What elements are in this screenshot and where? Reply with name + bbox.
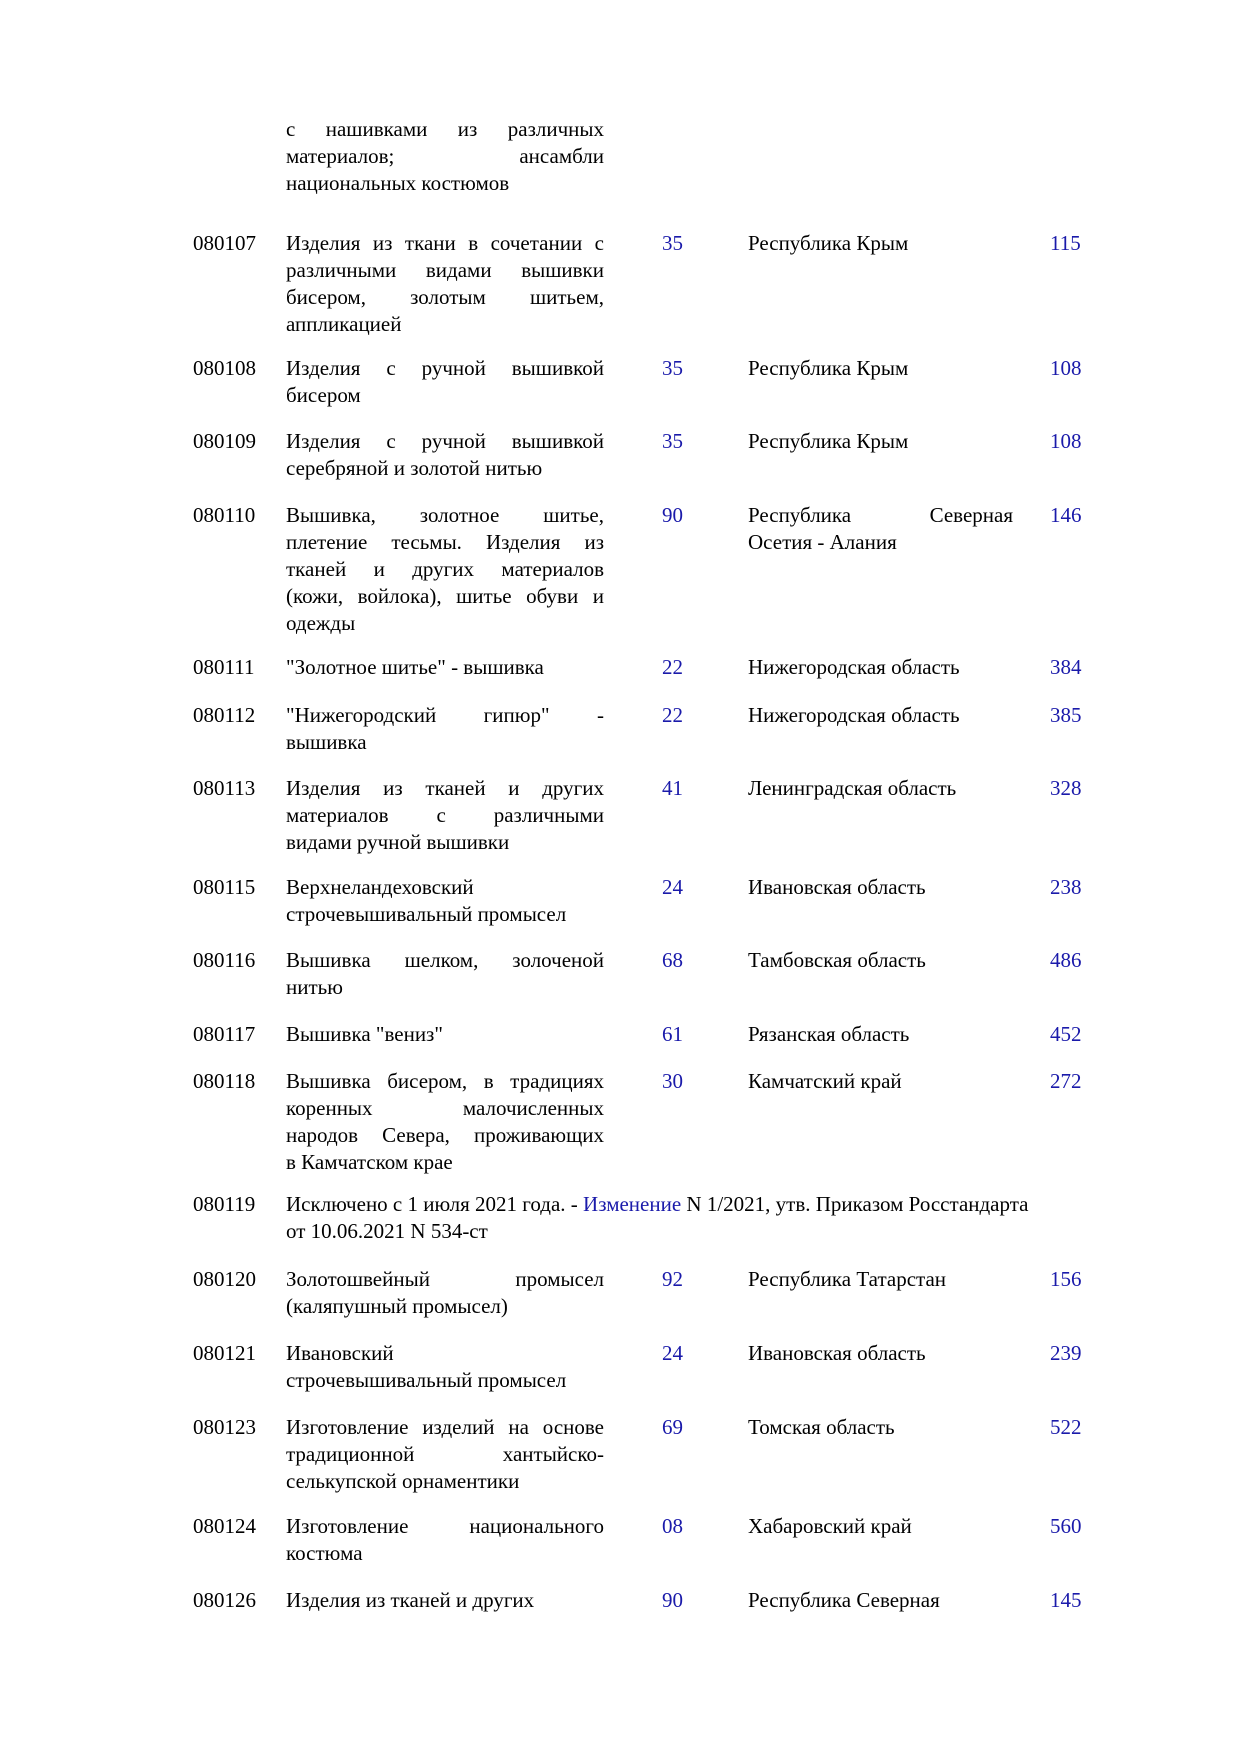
region-cell xyxy=(748,1587,1013,1614)
item-name-cell xyxy=(286,355,604,409)
text-line: селькупской орнаментики xyxy=(286,1469,520,1493)
page-number-link[interactable]: 328 xyxy=(1050,776,1082,800)
page-number-link[interactable]: 145 xyxy=(1050,1588,1082,1612)
page-number-link[interactable]: 486 xyxy=(1050,948,1082,972)
region-cell xyxy=(748,1021,1013,1048)
region-code-link[interactable]: 90 xyxy=(662,1588,683,1612)
amendment-link[interactable]: Изменение xyxy=(583,1192,682,1216)
region-cell xyxy=(748,1068,1013,1095)
text-line: Вышивка бисером, в традициях xyxy=(286,1069,604,1093)
text-line: (каляпушный промысел) xyxy=(286,1294,508,1318)
item-code: 080116 xyxy=(193,948,256,972)
text-line: Вышивка, золотное шитье, xyxy=(286,503,604,527)
page-number-link[interactable]: 522 xyxy=(1050,1415,1082,1439)
region-code-link[interactable]: 35 xyxy=(662,356,683,380)
text-line: Изделия из ткани в сочетании с xyxy=(286,231,604,255)
text-line: видами ручной вышивки xyxy=(286,830,510,854)
text-line: различными видами вышивки xyxy=(286,258,604,282)
item-code: 080110 xyxy=(193,503,256,527)
item-code: 080113 xyxy=(193,776,256,800)
page-number-link[interactable]: 156 xyxy=(1050,1267,1082,1291)
text-line: Золотошвейный промысел xyxy=(286,1267,604,1291)
item-name-cell xyxy=(286,1266,604,1320)
text-line: плетение тесьмы. Изделия из xyxy=(286,530,604,554)
region-cell xyxy=(748,1266,1013,1293)
text-line: строчевышивальный промысел xyxy=(286,902,567,926)
item-code: 080109 xyxy=(193,429,256,453)
region-code-link[interactable]: 41 xyxy=(662,776,683,800)
item-name-cell xyxy=(286,702,604,756)
excluded-note xyxy=(286,1191,1116,1245)
page-number-link[interactable]: 238 xyxy=(1050,875,1082,899)
item-name-cell xyxy=(286,1340,604,1394)
text-line: Верхнеландеховский xyxy=(286,875,474,899)
item-name-cell xyxy=(286,116,604,197)
region-code-link[interactable]: 22 xyxy=(662,655,683,679)
region-code-link[interactable]: 90 xyxy=(662,503,683,527)
region-code-link[interactable]: 24 xyxy=(662,875,683,899)
page-number-link[interactable]: 384 xyxy=(1050,655,1082,679)
note-text-line2: от 10.06.2021 N 534-ст xyxy=(286,1219,488,1243)
text-line: коренных малочисленных xyxy=(286,1096,604,1120)
item-code: 080107 xyxy=(193,231,256,255)
text-line: вышивка xyxy=(286,730,367,754)
text-line: Вышивка "вениз" xyxy=(286,1022,443,1046)
page-number-link[interactable]: 560 xyxy=(1050,1514,1082,1538)
item-name-cell xyxy=(286,1513,604,1567)
text-line: Изделия из тканей и других xyxy=(286,776,604,800)
text-line: Республика Северная xyxy=(748,1588,940,1612)
region-cell xyxy=(748,702,1013,729)
region-cell xyxy=(748,1414,1013,1441)
item-name-cell xyxy=(286,775,604,856)
region-code-link[interactable]: 35 xyxy=(662,429,683,453)
item-name-cell xyxy=(286,874,604,928)
text-line: Ивановский xyxy=(286,1341,394,1365)
text-line: серебряной и золотой нитью xyxy=(286,456,543,480)
text-line: Республика Крым xyxy=(748,429,909,453)
text-line: Рязанская область xyxy=(748,1022,910,1046)
text-line: Нижегородская область xyxy=(748,703,960,727)
item-code: 080117 xyxy=(193,1022,256,1046)
text-line: Изготовление национального xyxy=(286,1514,604,1538)
item-code: 080120 xyxy=(193,1267,256,1291)
text-line: Изготовление изделий на основе xyxy=(286,1415,604,1439)
page-number-link[interactable]: 452 xyxy=(1050,1022,1082,1046)
text-line: традиционной хантыйско- xyxy=(286,1442,604,1466)
item-code: 080124 xyxy=(193,1514,256,1538)
text-line: Республика Северная xyxy=(748,503,1013,527)
item-name-cell xyxy=(286,230,604,338)
item-name-cell xyxy=(286,1587,604,1614)
item-code: 080108 xyxy=(193,356,256,380)
page-number-link[interactable]: 385 xyxy=(1050,703,1082,727)
item-name-cell xyxy=(286,428,604,482)
page-number-link[interactable]: 239 xyxy=(1050,1341,1082,1365)
region-code-link[interactable]: 61 xyxy=(662,1022,683,1046)
region-code-link[interactable]: 68 xyxy=(662,948,683,972)
region-code-link[interactable]: 08 xyxy=(662,1514,683,1538)
text-line: одежды xyxy=(286,611,356,635)
item-name-cell xyxy=(286,502,604,637)
text-line: строчевышивальный промысел xyxy=(286,1368,567,1392)
item-code: 080119 xyxy=(193,1192,256,1216)
item-name-cell xyxy=(286,947,604,1001)
text-line: Республика Крым xyxy=(748,231,909,255)
text-line: бисером, золотым шитьем, xyxy=(286,285,604,309)
region-cell xyxy=(748,775,1013,802)
text-line: Республика Татарстан xyxy=(748,1267,947,1291)
region-code-link[interactable]: 22 xyxy=(662,703,683,727)
item-code: 080121 xyxy=(193,1341,256,1365)
page-number-link[interactable]: 272 xyxy=(1050,1069,1082,1093)
text-line: в Камчатском крае xyxy=(286,1150,453,1174)
region-cell xyxy=(748,947,1013,974)
text-line: национальных костюмов xyxy=(286,171,510,195)
text-line: "Золотное шитье" - вышивка xyxy=(286,655,544,679)
region-code-link[interactable]: 30 xyxy=(662,1069,683,1093)
page-number-link[interactable]: 115 xyxy=(1050,231,1081,255)
text-line: Изделия из тканей и других xyxy=(286,1588,535,1612)
text-line: Нижегородская область xyxy=(748,655,960,679)
text-line: "Нижегородский гипюр" - xyxy=(286,703,604,727)
text-line: бисером xyxy=(286,383,361,407)
note-text: N 1/2021, утв. Приказом Росстандарта xyxy=(681,1192,1029,1216)
text-line: с нашивками из различных xyxy=(286,117,604,141)
text-line: материалов с различными xyxy=(286,803,604,827)
item-code: 080126 xyxy=(193,1588,256,1612)
region-cell xyxy=(748,1340,1013,1367)
text-line: аппликацией xyxy=(286,312,402,336)
region-cell xyxy=(748,230,1013,257)
region-cell xyxy=(748,1513,1013,1540)
item-code: 080112 xyxy=(193,703,256,727)
text-line: Республика Крым xyxy=(748,356,909,380)
text-line: нитью xyxy=(286,975,343,999)
text-line: Томская область xyxy=(748,1415,895,1439)
text-line: Вышивка шелком, золоченой xyxy=(286,948,604,972)
text-line: Хабаровский край xyxy=(748,1514,912,1538)
item-code: 080111 xyxy=(193,655,255,679)
item-code: 080118 xyxy=(193,1069,256,1093)
region-cell xyxy=(748,654,1013,681)
text-line: Изделия с ручной вышивкой xyxy=(286,356,604,380)
note-text: Исключено с 1 июля 2021 года. - xyxy=(286,1192,584,1216)
text-line: Камчатский край xyxy=(748,1069,902,1093)
item-name-cell xyxy=(286,1068,604,1176)
item-code: 080123 xyxy=(193,1415,256,1439)
item-code: 080115 xyxy=(193,875,256,899)
region-code-link[interactable]: 24 xyxy=(662,1341,683,1365)
text-line: материалов; ансамбли xyxy=(286,144,604,168)
text-line: Ивановская область xyxy=(748,875,926,899)
text-line: Осетия - Алания xyxy=(748,530,897,554)
text-line: Тамбовская область xyxy=(748,948,926,972)
region-cell xyxy=(748,874,1013,901)
text-line: Ивановская область xyxy=(748,1341,926,1365)
item-name-cell xyxy=(286,1021,604,1048)
text-line: костюма xyxy=(286,1541,363,1565)
text-line: народов Севера, проживающих xyxy=(286,1123,604,1147)
text-line: Изделия с ручной вышивкой xyxy=(286,429,604,453)
region-cell xyxy=(748,502,1013,556)
item-name-cell xyxy=(286,1414,604,1495)
region-code-link[interactable]: 69 xyxy=(662,1415,683,1439)
text-line: тканей и других материалов xyxy=(286,557,604,581)
region-cell xyxy=(748,355,1013,382)
page-number-link[interactable]: 108 xyxy=(1050,356,1082,380)
region-cell xyxy=(748,428,1013,455)
item-name-cell xyxy=(286,654,604,681)
text-line: (кожи, войлока), шитье обуви и xyxy=(286,584,604,608)
page-number-link[interactable]: 146 xyxy=(1050,503,1082,527)
region-code-link[interactable]: 35 xyxy=(662,231,683,255)
page-number-link[interactable]: 108 xyxy=(1050,429,1082,453)
region-code-link[interactable]: 92 xyxy=(662,1267,683,1291)
text-line: Ленинградская область xyxy=(748,776,957,800)
